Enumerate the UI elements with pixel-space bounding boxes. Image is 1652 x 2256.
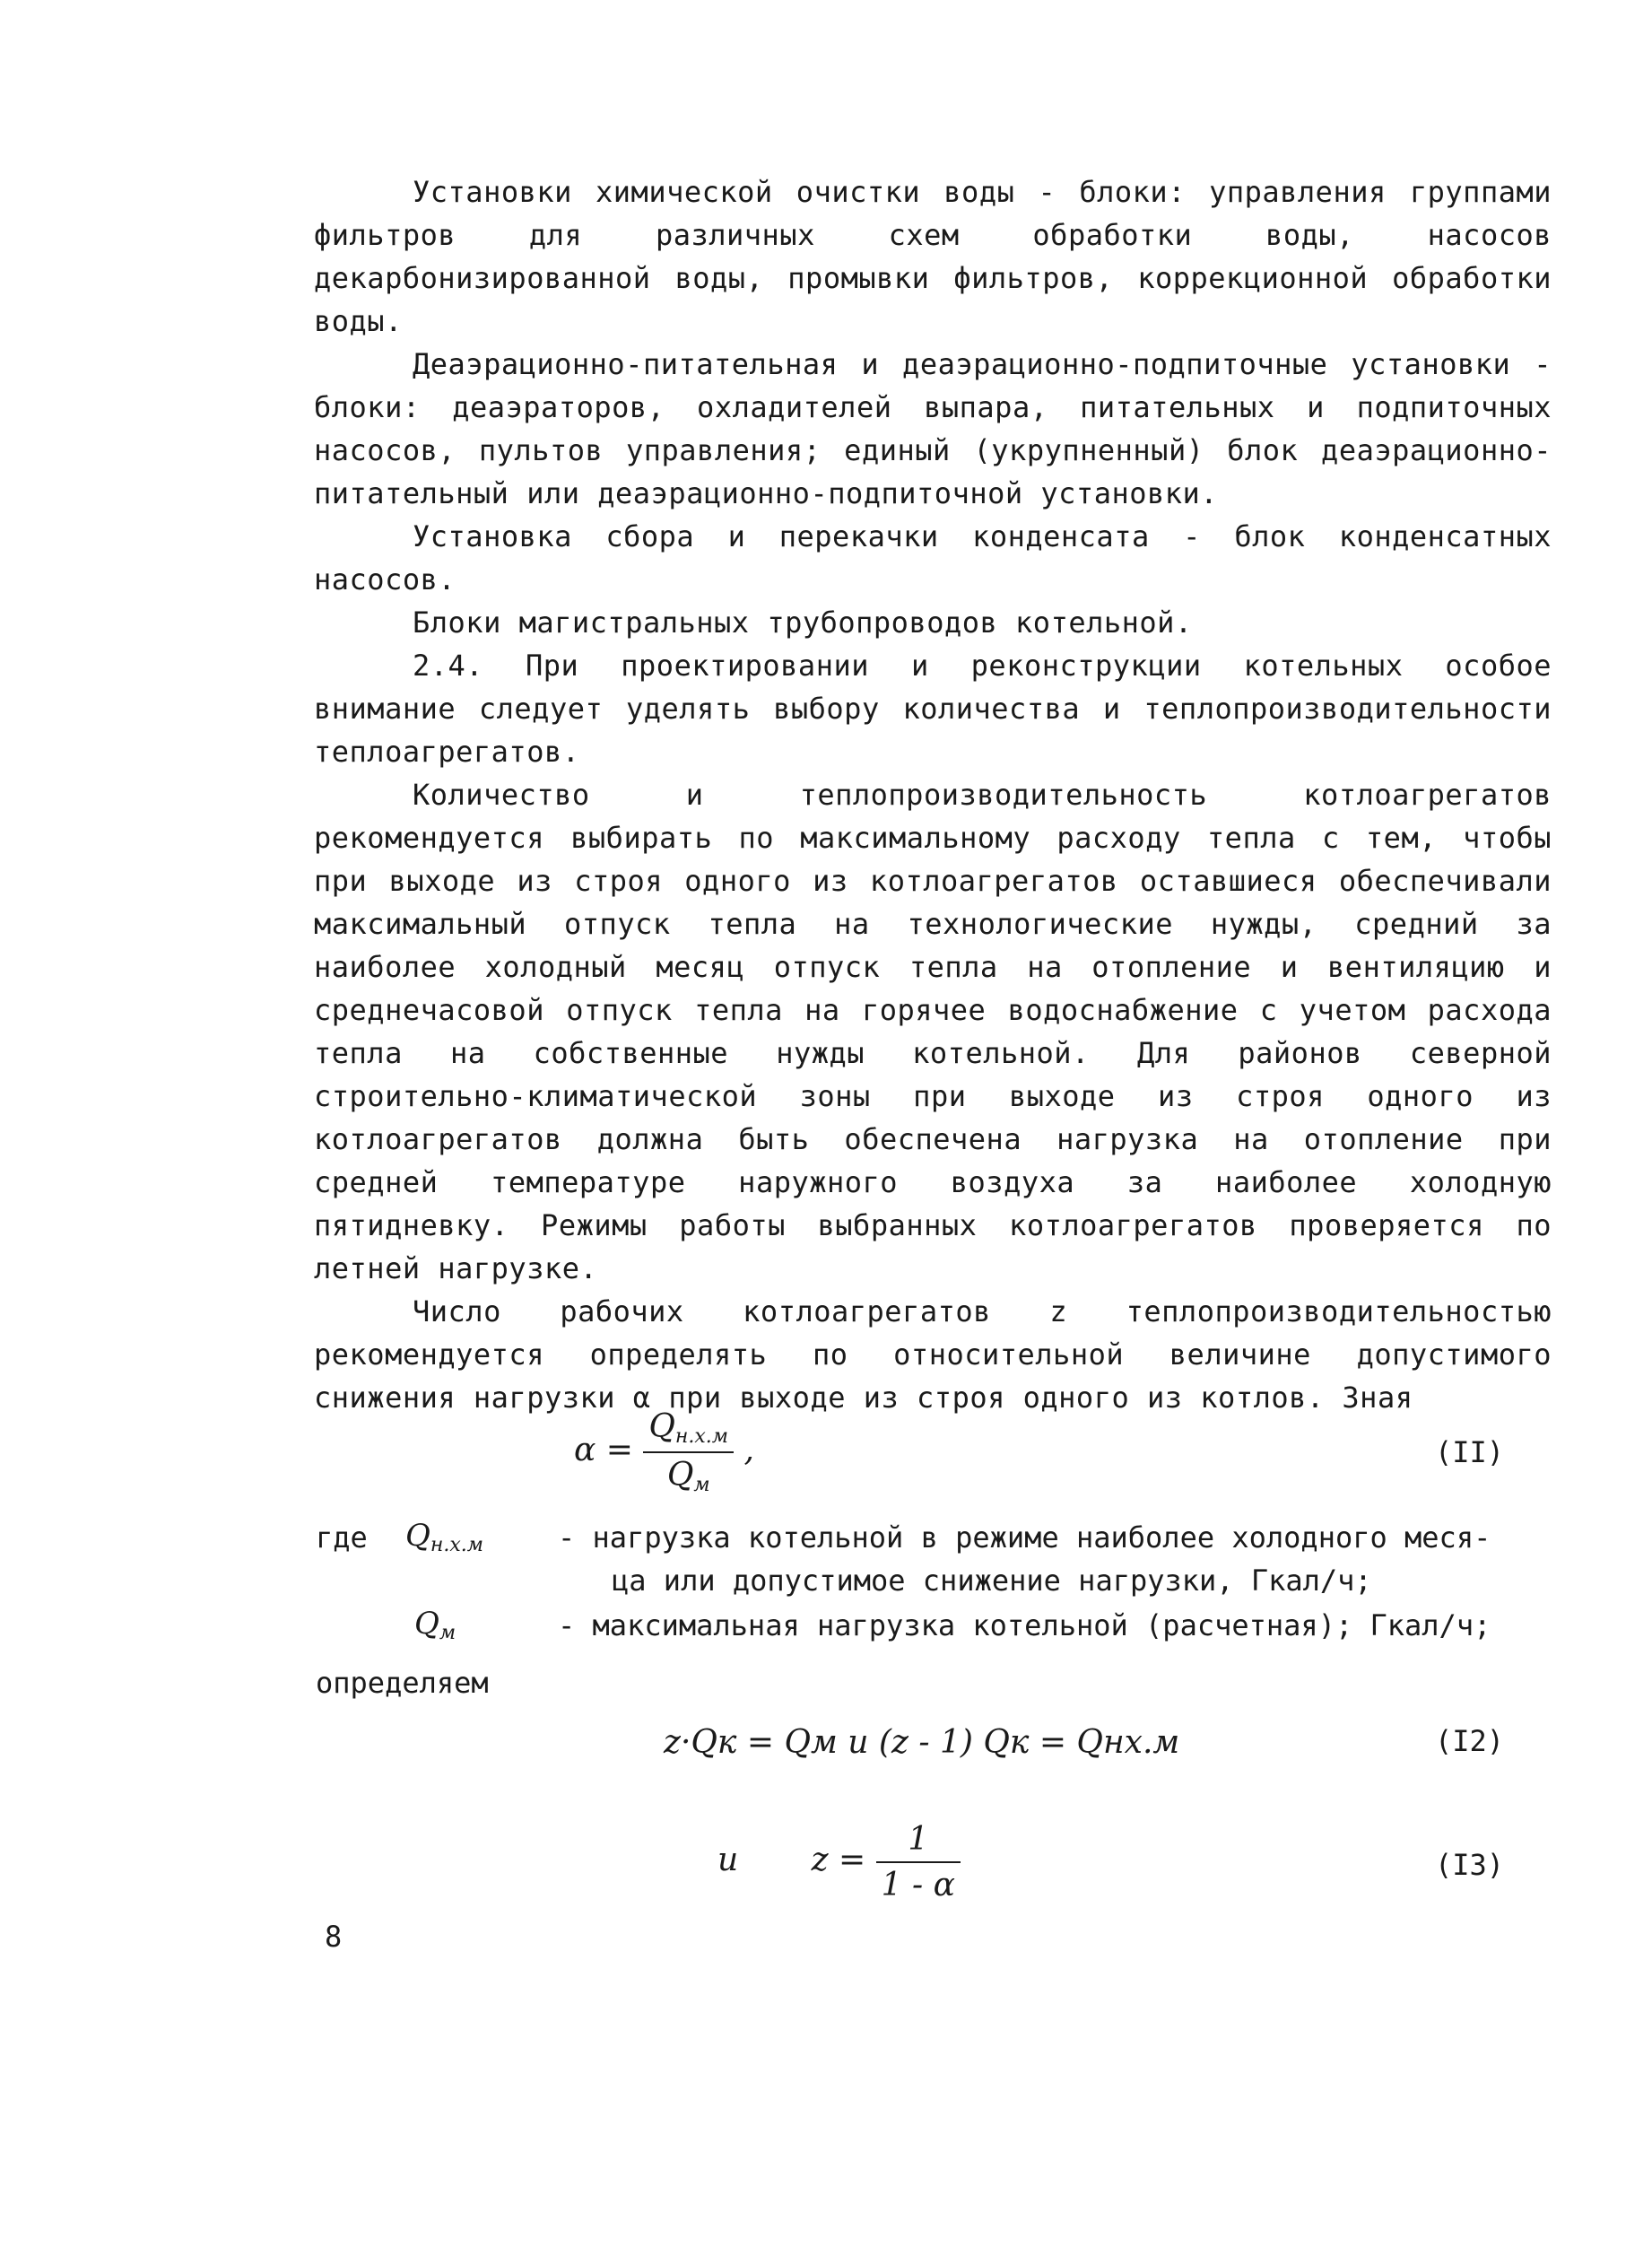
equation-13 xyxy=(717,1821,961,1903)
where-label: где xyxy=(316,1520,368,1555)
equation-11-lhs: α = xyxy=(574,1432,633,1468)
paragraph-working-boilers: Число рабочих котлоагрегатов z теплопроизводительностью рекомендуется определять по относительной величине допустимого снижения нагрузки α при выходе из строя одного из котлов. Зная xyxy=(314,1294,1552,1415)
def2-symbol: $Q_м$ xyxy=(414,1606,456,1644)
paragraph-condensate: Установка сбора и перекачки конденсата - блок конденсатных насосов. xyxy=(314,519,1552,597)
equation-12: z·Qк = Qм и (z - 1) Qк = Qнх.м xyxy=(664,1724,1180,1761)
def2-line1: - максимальная нагрузка котельной (расчетная); Гкал/ч; xyxy=(558,1608,1491,1642)
equation-11-fraction xyxy=(643,1408,734,1496)
equation-13-number: (I3) xyxy=(1435,1848,1505,1882)
paragraph-pipelines: Блоки магистральных трубопроводов котельной. xyxy=(413,605,1193,640)
body-text xyxy=(314,170,1552,1419)
equation-13-and: и xyxy=(717,1842,739,1878)
equation-13-numerator: 1 xyxy=(876,1821,961,1863)
equation-11 xyxy=(574,1408,754,1496)
def1-symbol: $Q_{н.х.м}$ xyxy=(405,1518,483,1556)
equation-13-fraction xyxy=(876,1821,961,1903)
equation-11-numerator: $Q_{н.х.м}$ xyxy=(643,1408,734,1453)
equation-11-number: (II) xyxy=(1435,1435,1505,1469)
determine-label: определяем xyxy=(316,1666,489,1700)
paragraph-deaeration: Деаэрационно-питательная и деаэрационно-подпиточные установки - блоки: деаэраторов, охладителей выпара, питательных и подпиточных насосов, пультов управления; единый (укрупненный) блок деаэрационно-питательный или деаэрационно-подпиточной установки. xyxy=(314,347,1552,510)
equation-12-number: (I2) xyxy=(1435,1724,1505,1758)
def1-line2: ца или допустимое снижение нагрузки, Гкал/ч; xyxy=(612,1564,1372,1598)
equation-11-tail: , xyxy=(743,1432,754,1468)
equation-11-denominator: $Q_м$ xyxy=(666,1457,710,1496)
paragraph-water-treatment: Установки химической очистки воды - блоки: управления группами фильтров для различных схем обработки воды, насосов декарбонизированной воды, промывки фильтров, коррекционной обработки воды. xyxy=(314,175,1552,338)
page-number: 8 xyxy=(325,1920,343,1954)
equation-13-lhs: z = xyxy=(811,1842,866,1878)
def1-line1: - нагрузка котельной в режиме наиболее холодного меся- xyxy=(558,1520,1491,1555)
paragraph-section-2-4: 2.4. При проектировании и реконструкции котельных особое внимание следует уделять выбору количества и теплопроизводительности теплоагрегатов. xyxy=(314,649,1552,769)
equation-13-denominator: 1 - α xyxy=(881,1867,955,1903)
paragraph-boiler-selection: Количество и теплопроизводительность котлоагрегатов рекомендуется выбирать по максимальному расходу тепла с тем, чтобы при выходе из строя одного из котлоагрегатов оставшиеся обеспечивали максимальный отпуск тепла на технологические нужды, средний за наиболее холодный месяц отпуск тепла на отопление и вентиляцию и среднечасовой отпуск тепла на горячее водоснабжение с учетом расхода тепла на собственные нужды котельной. Для районов северной строительно-климатической зоны при выходе из строя одного из котлоагрегатов должна быть обеспечена нагрузка на отопление при средней температуре наружного воздуха за наиболее холодную пятидневку. Режимы работы выбранных котлоагрегатов проверяется по летней нагрузке. xyxy=(314,778,1552,1285)
